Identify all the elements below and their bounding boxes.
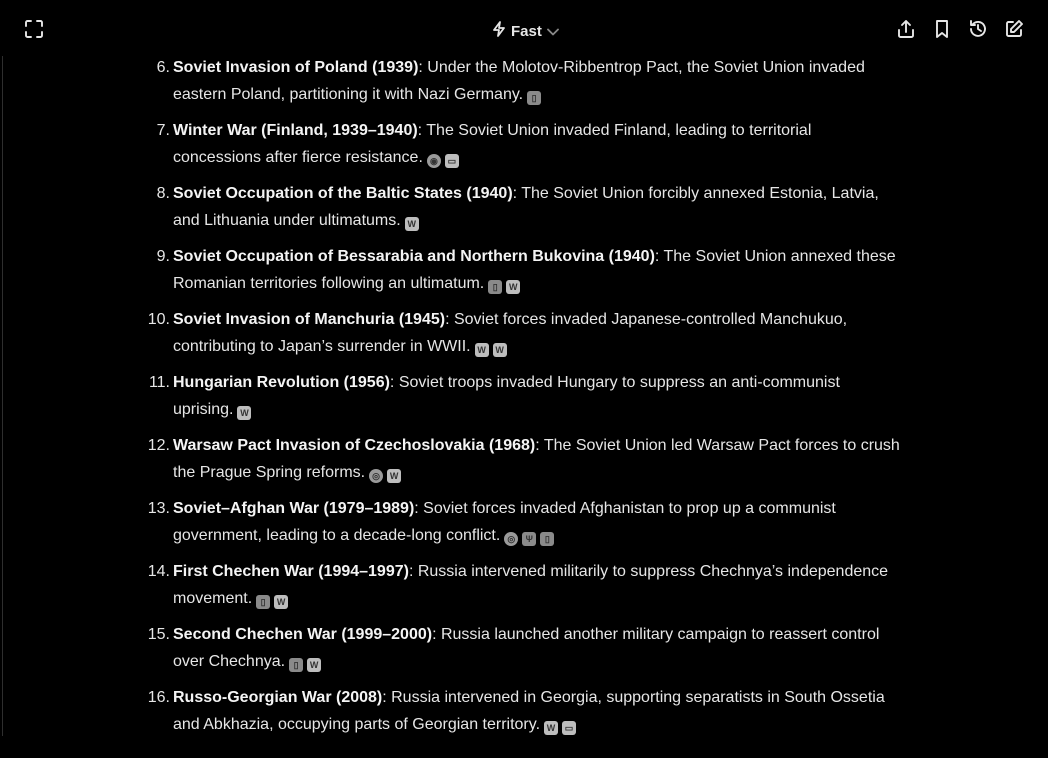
citation-icon[interactable]: ◎ xyxy=(369,469,383,483)
fullscreen-icon xyxy=(24,19,44,44)
item-title: Soviet Occupation of the Baltic States (1940) xyxy=(173,185,513,202)
list-item xyxy=(0,54,1048,108)
citation-icon[interactable]: W xyxy=(274,595,288,609)
list-item-text xyxy=(173,684,901,738)
list-item-text xyxy=(173,180,901,234)
history-button[interactable] xyxy=(965,18,991,44)
list-item-text xyxy=(173,432,901,486)
citation-icon[interactable]: ▯ xyxy=(289,658,303,672)
item-title: Warsaw Pact Invasion of Czechoslovakia (1968) xyxy=(173,437,536,454)
citation-icon[interactable]: W xyxy=(475,343,489,357)
list-number: 10. xyxy=(147,311,170,328)
list-item-text xyxy=(173,117,901,171)
item-description: : The Soviet Union annexed these Romanian territories following an ultimatum. xyxy=(173,248,896,292)
item-description: : Under the Molotov-Ribbentrop Pact, the Soviet Union invaded eastern Poland, partitioning it with Nazi Germany. xyxy=(173,59,865,103)
list-item-text xyxy=(173,495,901,549)
list-item-text xyxy=(173,306,901,360)
citation-icon[interactable]: ▭ xyxy=(445,154,459,168)
list-item xyxy=(0,117,1048,171)
item-title: First Chechen War (1994–1997) xyxy=(173,563,409,580)
numbered-list xyxy=(0,54,1048,738)
list-item xyxy=(0,684,1048,738)
citation-icon[interactable]: W xyxy=(544,721,558,735)
item-description: : Russia intervened in Georgia, supporting separatists in South Ossetia and Abkhazia, occupying parts of Georgian territory. xyxy=(173,689,885,733)
item-description: : Russia intervened militarily to suppress Chechnya’s independence movement. xyxy=(173,563,889,607)
item-description: : The Soviet Union forcibly annexed Estonia, Latvia, and Lithuania under ultimatums. xyxy=(173,185,879,229)
history-icon xyxy=(968,19,988,44)
citation-icon[interactable]: ▭ xyxy=(562,721,576,735)
edit-icon xyxy=(1004,19,1024,44)
list-item xyxy=(0,306,1048,360)
list-item xyxy=(0,558,1048,612)
list-number: 9. xyxy=(156,248,170,265)
citation-icon[interactable]: ▯ xyxy=(527,91,541,105)
list-item xyxy=(0,180,1048,234)
list-number: 13. xyxy=(147,500,170,517)
list-item-text xyxy=(173,621,901,675)
list-number: 12. xyxy=(147,437,170,454)
citation-icon[interactable]: W xyxy=(307,658,321,672)
item-title: Soviet Invasion of Poland (1939) xyxy=(173,59,419,76)
item-description: : Russia launched another military campaign to reassert control over Chechnya. xyxy=(173,626,880,670)
citation-icon[interactable]: ◎ xyxy=(504,532,518,546)
item-description: : The Soviet Union invaded Finland, leading to territorial concessions after fierce resistance. xyxy=(173,122,812,166)
list-number: 15. xyxy=(147,626,170,643)
citation-icon[interactable]: ▯ xyxy=(488,280,502,294)
lightning-icon xyxy=(492,21,506,41)
bookmark-button[interactable] xyxy=(929,18,955,44)
chevron-down-icon xyxy=(547,23,559,40)
list-item-text xyxy=(173,369,901,423)
share-upload-icon xyxy=(896,19,916,44)
citation-icon[interactable]: ▯ xyxy=(540,532,554,546)
item-title: Russo-Georgian War (2008) xyxy=(173,689,383,706)
item-title: Soviet–Afghan War (1979–1989) xyxy=(173,500,415,517)
share-button[interactable] xyxy=(893,18,919,44)
citation-icon[interactable]: W xyxy=(237,406,251,420)
item-description: : Soviet troops invaded Hungary to suppress an anti-communist uprising. xyxy=(173,374,840,418)
list-item xyxy=(0,432,1048,486)
item-description: : The Soviet Union led Warsaw Pact forces to crush the Prague Spring reforms. xyxy=(173,437,900,481)
citation-icon[interactable]: W xyxy=(506,280,520,294)
list-number: 8. xyxy=(156,185,170,202)
item-title: Soviet Invasion of Manchuria (1945) xyxy=(173,311,446,328)
list-item xyxy=(0,495,1048,549)
list-number: 11. xyxy=(148,374,170,391)
list-number: 14. xyxy=(147,563,170,580)
citation-icon[interactable]: ◉ xyxy=(427,154,441,168)
list-item xyxy=(0,369,1048,423)
model-label: Fast xyxy=(511,22,542,40)
item-description: : Soviet forces invaded Japanese-controlled Manchukuo, contributing to Japan’s surrender in WWII. xyxy=(173,311,848,355)
citation-icon[interactable]: Ψ xyxy=(522,532,536,546)
list-item-text xyxy=(173,558,901,612)
list-item-text xyxy=(173,243,901,297)
new-chat-button[interactable] xyxy=(1001,18,1027,44)
fullscreen-button[interactable] xyxy=(21,18,47,44)
bookmark-icon xyxy=(932,19,952,44)
citation-icon[interactable]: W xyxy=(387,469,401,483)
response-content xyxy=(0,54,1048,747)
citation-icon[interactable]: W xyxy=(405,217,419,231)
list-item xyxy=(0,621,1048,675)
list-number: 16. xyxy=(147,689,170,706)
list-number: 6. xyxy=(156,59,170,76)
list-number: 7. xyxy=(156,122,170,139)
item-description: : Soviet forces invaded Afghanistan to prop up a communist government, leading to a decade-long conflict. xyxy=(173,500,836,544)
item-title: Hungarian Revolution (1956) xyxy=(173,374,390,391)
citation-icon[interactable]: W xyxy=(493,343,507,357)
top-bar xyxy=(0,0,1048,56)
item-title: Soviet Occupation of Bessarabia and Northern Bukovina (1940) xyxy=(173,248,655,265)
item-title: Second Chechen War (1999–2000) xyxy=(173,626,433,643)
list-item xyxy=(0,243,1048,297)
model-selector[interactable] xyxy=(492,19,559,43)
list-item-text xyxy=(173,54,901,108)
citation-icon[interactable]: ▯ xyxy=(256,595,270,609)
item-title: Winter War (Finland, 1939–1940) xyxy=(173,122,418,139)
